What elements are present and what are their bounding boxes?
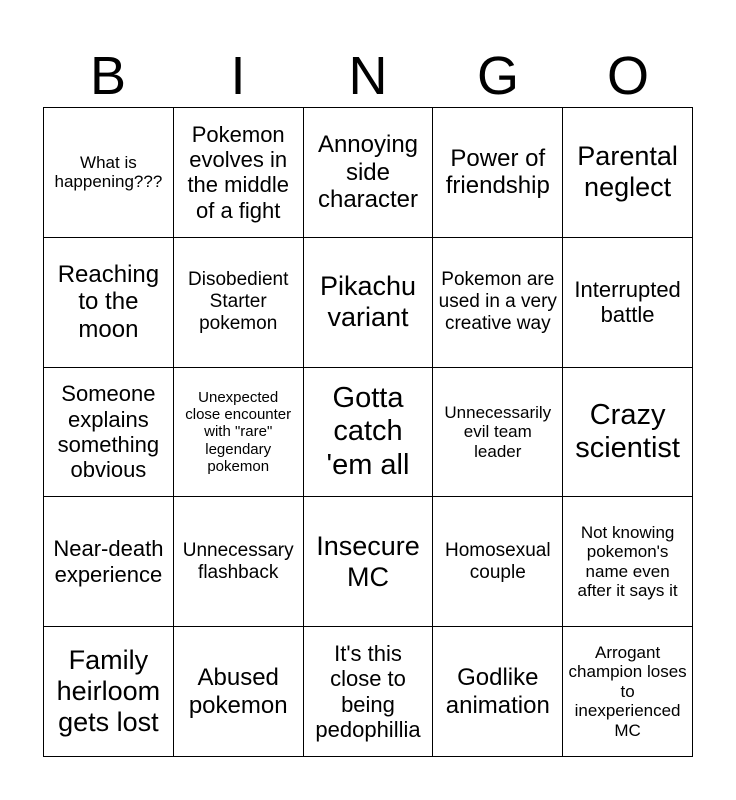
bingo-cell[interactable]: Pokemon are used in a very creative way	[433, 238, 563, 368]
bingo-cell[interactable]: Reaching to the moon	[44, 238, 174, 368]
header-letter-b: B	[89, 46, 127, 106]
header-letter-g: G	[476, 46, 519, 106]
header-letter-o: O	[606, 46, 649, 106]
header-letter-n: N	[348, 46, 388, 106]
bingo-cell[interactable]: Pokemon evolves in the middle of a fight	[174, 108, 304, 238]
bingo-cell[interactable]: Unnecessarily evil team leader	[433, 368, 563, 498]
bingo-cell[interactable]: Godlike animation	[433, 627, 563, 757]
header-letter-i: I	[230, 46, 246, 106]
bingo-cell[interactable]: It's this close to being pedophillia	[304, 627, 434, 757]
bingo-cell[interactable]: Gotta catch 'em all	[304, 368, 434, 498]
bingo-cell[interactable]: Abused pokemon	[174, 627, 304, 757]
bingo-cell[interactable]: Near-death experience	[44, 497, 174, 627]
bingo-cell[interactable]: Unexpected close encounter with "rare" legendary pokemon	[174, 368, 304, 498]
bingo-cell[interactable]: Pikachu variant	[304, 238, 434, 368]
bingo-cell[interactable]: Homosexual couple	[433, 497, 563, 627]
bingo-cell[interactable]: Not knowing pokemon's name even after it says it	[563, 497, 693, 627]
bingo-cell[interactable]: Arrogant champion loses to inexperienced MC	[563, 627, 693, 757]
bingo-cell[interactable]: Crazy scientist	[563, 368, 693, 498]
bingo-cell[interactable]: Someone explains something obvious	[44, 368, 174, 498]
bingo-cell[interactable]: Insecure MC	[304, 497, 434, 627]
bingo-cell[interactable]: Interrupted battle	[563, 238, 693, 368]
bingo-cell[interactable]: Family heirloom gets lost	[44, 627, 174, 757]
bingo-board	[43, 107, 693, 757]
bingo-cell[interactable]: Annoying side character	[304, 108, 434, 238]
bingo-cell[interactable]: Disobedient Starter pokemon	[174, 238, 304, 368]
bingo-cell[interactable]: Unnecessary flashback	[174, 497, 304, 627]
bingo-header	[43, 44, 693, 108]
bingo-cell[interactable]: What is happening???	[44, 108, 174, 238]
bingo-cell[interactable]: Power of friendship	[433, 108, 563, 238]
bingo-cell[interactable]: Parental neglect	[563, 108, 693, 238]
